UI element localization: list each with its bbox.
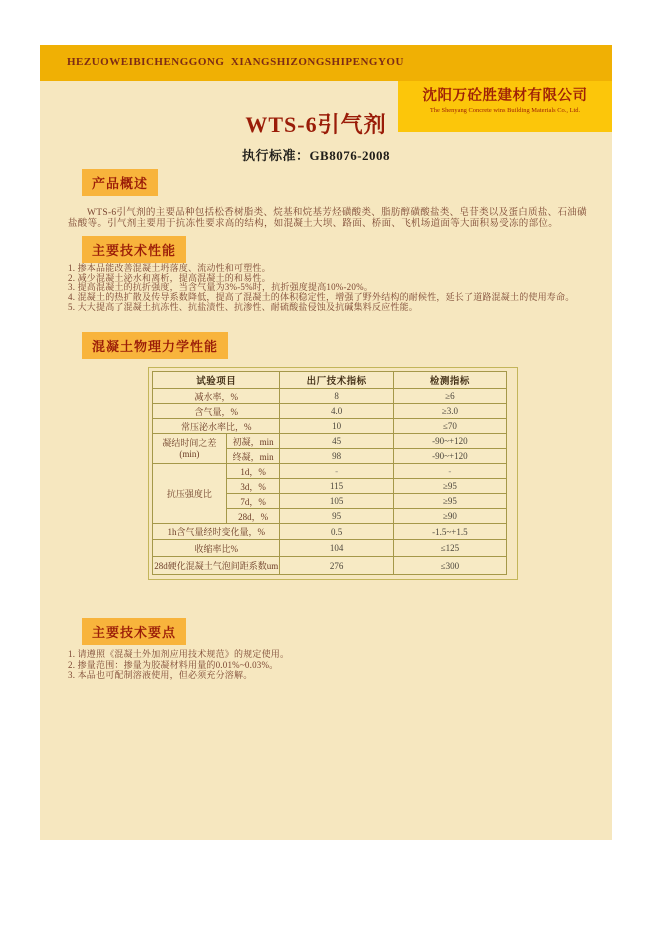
row-spec: -90~+120 xyxy=(393,434,506,449)
row-value: 105 xyxy=(280,494,393,509)
overview-paragraph: WTS-6引气剂的主要品种包括松香树脂类、烷基和烷基芳烃磺酸类、脂肪醇磺酸盐类、皂苷类以及蛋白质盐、石油磺盐酸等。引气剂主要用于抗冻性要求高的结构，如混凝土大坝、路面、桥面、飞机场道面等大面积易受冻的部位。 xyxy=(68,207,587,230)
table-row xyxy=(153,389,507,404)
section-label-overview: 产品概述 xyxy=(82,169,158,196)
col-header-inspection-index: 检测指标 xyxy=(393,372,506,389)
col-header-test-item: 试验项目 xyxy=(153,372,280,389)
row-sublabel: 3d，% xyxy=(226,479,280,494)
row-spec: -90~+120 xyxy=(393,449,506,464)
row-value: 115 xyxy=(280,479,393,494)
section-label-physical: 混凝土物理力学性能 xyxy=(82,332,228,359)
table-row xyxy=(153,419,507,434)
row-spec: ≥90 xyxy=(393,509,506,524)
row-sublabel: 终凝，min xyxy=(226,449,280,464)
list-item: 3. 提高混凝土的抗折强度，当含气量为3%-5%时，抗折强度提高10%-20%。 xyxy=(68,282,373,293)
list-item: 1. 请遵照《混凝土外加剂应用技术规范》的规定使用。 xyxy=(68,649,290,659)
row-label: 常压泌水率比，% xyxy=(153,419,280,434)
table-row xyxy=(153,557,507,575)
row-value: 276 xyxy=(280,557,393,575)
row-spec: ≥95 xyxy=(393,479,506,494)
document-sheet xyxy=(40,45,612,840)
row-spec: ≤70 xyxy=(393,419,506,434)
row-label: 收缩率比% xyxy=(153,540,280,557)
standard-line: 执行标准：GB8076-2008 xyxy=(241,148,391,163)
row-sublabel: 7d，% xyxy=(226,494,280,509)
row-label: 1h含气量经时变化量，% xyxy=(153,524,280,540)
row-value: 95 xyxy=(280,509,393,524)
row-value: 104 xyxy=(280,540,393,557)
top-banner xyxy=(40,45,612,81)
row-label: 减水率，% xyxy=(153,389,280,404)
list-item: 3. 本品也可配制溶液使用，但必须充分溶解。 xyxy=(68,670,253,680)
table-row xyxy=(153,434,507,449)
row-spec: ≤125 xyxy=(393,540,506,557)
row-spec: -1.5~+1.5 xyxy=(393,524,506,540)
row-spec: ≤300 xyxy=(393,557,506,575)
company-name-english: The Shenyang Concrete wins Building Materials Co., Ltd. xyxy=(429,106,581,114)
list-item: 1. 掺本品能改善混凝土坍落度、流动性和可塑性。 xyxy=(68,263,271,273)
col-header-factory-index: 出厂技术指标 xyxy=(280,372,393,389)
row-value: 45 xyxy=(280,434,393,449)
row-spec: - xyxy=(393,464,506,479)
spec-table-frame xyxy=(148,367,518,580)
group-label-line2: (min) xyxy=(179,448,200,459)
keypoints-list xyxy=(68,649,588,681)
row-value: 10 xyxy=(280,419,393,434)
row-group-label: 抗压强度比 xyxy=(153,464,227,524)
row-spec: ≥95 xyxy=(393,494,506,509)
table-row xyxy=(153,540,507,557)
table-header-row xyxy=(153,372,507,389)
row-label: 含气量，% xyxy=(153,404,280,419)
list-item: 5. 大大提高了混凝土抗冻性、抗盐渍性、抗渗性、耐硫酸盐侵蚀及抗碱集料反应性能。 xyxy=(68,301,419,312)
spec-table xyxy=(152,371,507,575)
group-label-line1: 凝结时间之差 xyxy=(162,437,217,448)
row-value: - xyxy=(280,464,393,479)
table-row xyxy=(153,524,507,540)
list-item: 2. 掺量范围：掺量为胶凝材料用量的0.01%~0.03%。 xyxy=(68,659,279,670)
table-row xyxy=(153,404,507,419)
row-value: 4.0 xyxy=(280,404,393,419)
row-value: 98 xyxy=(280,449,393,464)
page-title: WTS-6引气剂 xyxy=(245,112,387,137)
table-row xyxy=(153,464,507,479)
list-item: 2. 减少混凝土泌水和离析，提高混凝土的和易性。 xyxy=(68,272,271,283)
row-sublabel: 1d，% xyxy=(226,464,280,479)
section-label-keypoints: 主要技术要点 xyxy=(82,618,186,645)
banner-slogan: HEZUOWEIBICHENGGONG XIANGSHIZONGSHIPENGYOU xyxy=(67,56,404,68)
row-value: 0.5 xyxy=(280,524,393,540)
row-label: 28d硬化混凝土气泡间距系数um xyxy=(153,557,280,575)
section-label-performance: 主要技术性能 xyxy=(82,236,186,263)
list-item: 4. 混凝土的热扩散及传导系数降低，提高了混凝土的体积稳定性，增强了野外结构的耐候性，延长了道路混凝土的使用寿命。 xyxy=(68,292,575,303)
performance-list xyxy=(68,264,593,313)
row-value: 8 xyxy=(280,389,393,404)
row-spec: ≥6 xyxy=(393,389,506,404)
row-sublabel: 初凝，min xyxy=(226,434,280,449)
row-group-label xyxy=(153,434,227,464)
row-spec: ≥3.0 xyxy=(393,404,506,419)
row-sublabel: 28d，% xyxy=(226,509,280,524)
company-name: 沈阳万砼胜建材有限公司 xyxy=(422,88,588,104)
